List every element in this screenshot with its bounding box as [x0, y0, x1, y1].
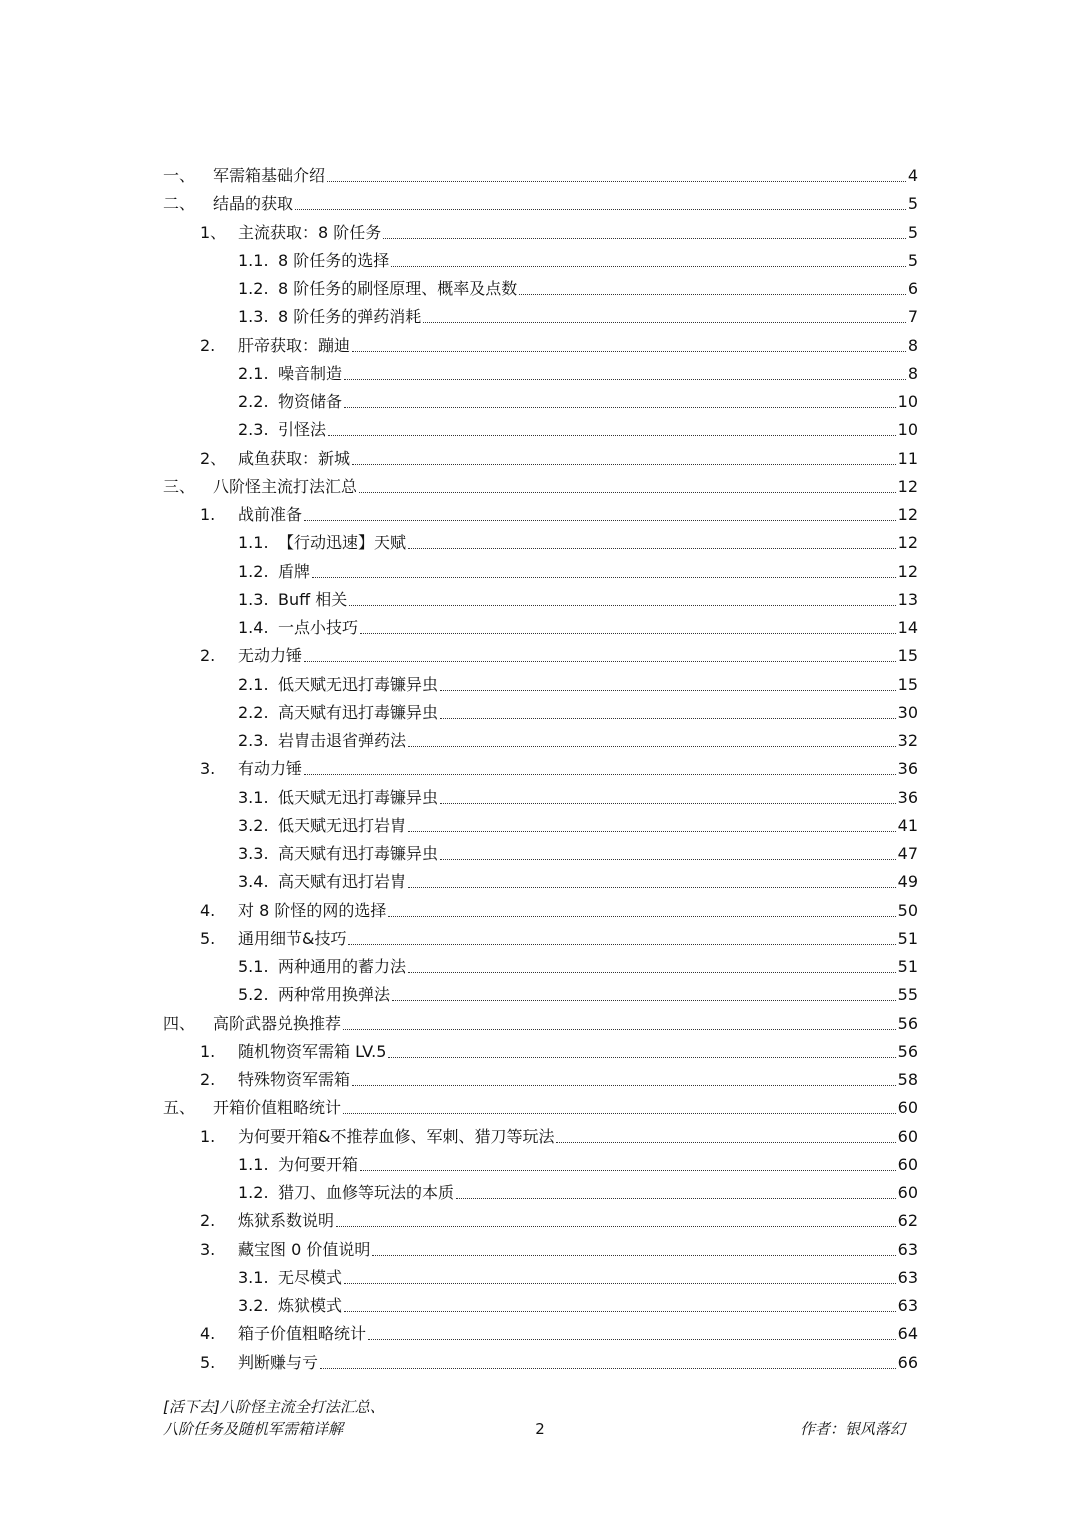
toc-entry-page: 60 [897, 1183, 918, 1202]
toc-entry-number: 1.3. [238, 307, 269, 326]
toc-entry-title: 引怪法 [278, 420, 327, 439]
toc-entry-page: 55 [897, 985, 918, 1004]
toc-entry-page: 36 [897, 788, 918, 807]
toc-entry-number: 3.3. [238, 844, 269, 863]
toc-dot-leader [392, 999, 896, 1001]
toc-entry-number: 5. [200, 1353, 216, 1372]
toc-entry-page: 5 [907, 194, 918, 213]
toc-entry-title: 为何要开箱 [278, 1155, 359, 1174]
toc-entry[interactable] [238, 299, 918, 327]
toc-entry[interactable] [238, 949, 918, 977]
toc-entry-page: 47 [897, 844, 918, 863]
toc-entry-page: 56 [897, 1042, 918, 1061]
toc-entry-page: 12 [897, 477, 918, 496]
toc-entry-title: 8 阶任务的选择 [278, 251, 390, 270]
toc-entry-title: 无尽模式 [278, 1268, 343, 1287]
toc-entry-page: 4 [907, 166, 918, 185]
toc-entry-page: 15 [897, 675, 918, 694]
toc-entry-number: 五、 [163, 1098, 196, 1117]
toc-entry-page: 50 [897, 901, 918, 920]
toc-entry[interactable] [238, 1288, 918, 1316]
toc-dot-leader [336, 1225, 896, 1227]
toc-entry[interactable] [238, 1147, 918, 1175]
toc-entry-page: 15 [897, 646, 918, 665]
toc-entry[interactable] [200, 921, 918, 949]
toc-entry-number: 一、 [163, 166, 196, 185]
toc-dot-leader [408, 886, 896, 888]
toc-entry-page: 41 [897, 816, 918, 835]
toc-entry-number: 3.4. [238, 872, 269, 891]
toc-entry-number: 4. [200, 901, 216, 920]
toc-entry-number: 1. [200, 1042, 216, 1061]
toc-entry[interactable] [200, 1203, 918, 1231]
toc-entry-number: 2.2. [238, 703, 269, 722]
toc-entry-title: 肝帝获取：蹦迪 [238, 336, 351, 355]
toc-entry[interactable] [163, 158, 918, 186]
toc-dot-leader [372, 1254, 895, 1256]
toc-entry-title: 两种通用的蓄力法 [278, 957, 407, 976]
toc-dot-leader [344, 1282, 896, 1284]
toc-entry-page: 5 [907, 223, 918, 242]
toc-entry[interactable] [238, 1260, 918, 1288]
toc-dot-leader [352, 1084, 896, 1086]
toc-entry-number: 3. [200, 759, 216, 778]
toc-entry-title: 高阶武器兑换推荐 [213, 1014, 342, 1033]
toc-entry-number: 5.2. [238, 985, 269, 1004]
toc-entry-title: 猎刀、血修等玩法的本质 [278, 1183, 455, 1202]
toc-entry-title: 对 8 阶怪的网的选择 [238, 901, 387, 920]
toc-entry-title: 岩胄击退省弹药法 [278, 731, 407, 750]
toc-dot-leader [295, 208, 906, 210]
toc-dot-leader [348, 943, 895, 945]
toc-entry-number: 二、 [163, 194, 196, 213]
toc-entry-page: 64 [897, 1324, 918, 1343]
toc-entry-title: 有动力锤 [238, 759, 303, 778]
toc-dot-leader [368, 1338, 896, 1340]
toc-entry[interactable] [200, 497, 918, 525]
toc-entry[interactable] [238, 695, 918, 723]
toc-dot-leader [312, 576, 896, 578]
toc-entry[interactable] [238, 412, 918, 440]
toc-dot-leader [391, 265, 906, 267]
toc-entry-title: 低天赋无迅打毒镰异虫 [278, 788, 439, 807]
footer-author: 作者：银风落幻 [800, 1420, 906, 1438]
toc-entry[interactable] [238, 554, 918, 582]
toc-entry-page: 14 [897, 618, 918, 637]
toc-entry-page: 60 [897, 1127, 918, 1146]
toc-dot-leader [304, 660, 896, 662]
toc-dot-leader [343, 1112, 896, 1114]
toc-entry[interactable] [238, 864, 918, 892]
toc-entry-number: 1.4. [238, 618, 269, 637]
toc-entry-number: 3.1. [238, 1268, 269, 1287]
toc-dot-leader [352, 463, 896, 465]
toc-entry[interactable] [238, 1175, 918, 1203]
toc-entry-title: 主流获取：8 阶任务 [238, 223, 382, 242]
toc-entry-page: 30 [897, 703, 918, 722]
toc-entry-number: 2.1. [238, 675, 269, 694]
toc-entry-title: 噪音制造 [278, 364, 343, 383]
toc-entry[interactable] [163, 1090, 918, 1118]
toc-entry[interactable] [238, 582, 918, 610]
toc-entry-title: 箱子价值粗略统计 [238, 1324, 367, 1343]
toc-entry-page: 32 [897, 731, 918, 750]
toc-entry[interactable] [200, 751, 918, 779]
toc-dot-leader [349, 604, 895, 606]
toc-entry-title: 八阶怪主流打法汇总 [213, 477, 358, 496]
toc-entry-page: 63 [897, 1268, 918, 1287]
toc-entry-page: 36 [897, 759, 918, 778]
toc-dot-leader [344, 1310, 896, 1312]
toc-dot-leader [304, 773, 896, 775]
toc-dot-leader [440, 717, 896, 719]
toc-entry-title: 军需箱基础介绍 [213, 166, 326, 185]
toc-dot-leader [440, 689, 896, 691]
toc-entry-title: 物资储备 [278, 392, 343, 411]
toc-entry-number: 1.1. [238, 251, 269, 270]
toc-entry-number: 3.2. [238, 1296, 269, 1315]
toc-entry[interactable] [200, 1316, 918, 1344]
toc-entry-number: 1.1. [238, 1155, 269, 1174]
toc-entry-title: 炼狱系数说明 [238, 1211, 335, 1230]
toc-dot-leader [423, 321, 906, 323]
toc-entry-number: 2.2. [238, 392, 269, 411]
toc-entry-page: 10 [897, 420, 918, 439]
toc-entry[interactable] [238, 356, 918, 384]
toc-entry-page: 60 [897, 1155, 918, 1174]
toc-entry-page: 66 [897, 1353, 918, 1372]
toc-dot-leader [388, 1056, 895, 1058]
toc-entry-page: 12 [897, 533, 918, 552]
toc-entry-number: 2. [200, 1070, 216, 1089]
toc-entry-page: 8 [907, 336, 918, 355]
footer-document-title [163, 1396, 385, 1440]
toc-dot-leader [327, 180, 906, 182]
toc-entry-page: 62 [897, 1211, 918, 1230]
toc-entry-title: 藏宝图 0 价值说明 [238, 1240, 371, 1259]
toc-entry-number: 1. [200, 505, 216, 524]
toc-dot-leader [344, 406, 896, 408]
toc-dot-leader [519, 293, 906, 295]
toc-dot-leader [383, 237, 906, 239]
toc-dot-leader [352, 350, 906, 352]
toc-entry[interactable] [200, 328, 918, 356]
toc-entry[interactable] [238, 610, 918, 638]
toc-entry-number: 5.1. [238, 957, 269, 976]
toc-dot-leader [359, 491, 896, 493]
toc-entry-number: 1. [200, 1127, 216, 1146]
toc-entry-title: 一点小技巧 [278, 618, 359, 637]
toc-entry-page: 8 [907, 364, 918, 383]
toc-entry-page: 7 [907, 307, 918, 326]
toc-entry-title: Buff 相关 [278, 590, 348, 609]
toc-dot-leader [440, 858, 896, 860]
toc-entry[interactable] [200, 638, 918, 666]
toc-entry[interactable] [238, 723, 918, 751]
toc-entry-page: 49 [897, 872, 918, 891]
toc-entry-page: 60 [897, 1098, 918, 1117]
toc-entry[interactable] [200, 1232, 918, 1260]
toc-entry[interactable] [200, 1034, 918, 1062]
toc-entry-number: 5. [200, 929, 216, 948]
toc-entry-number: 三、 [163, 477, 196, 496]
toc-dot-leader [408, 830, 896, 832]
footer-title-line-2: 八阶任务及随机军需箱详解 [163, 1420, 344, 1438]
toc-entry-page: 13 [897, 590, 918, 609]
toc-entry-number: 2.1. [238, 364, 269, 383]
toc-dot-leader [456, 1197, 896, 1199]
toc-entry-number: 2、 [200, 449, 227, 468]
toc-entry-title: 结晶的获取 [213, 194, 294, 213]
toc-entry-number: 1、 [200, 223, 227, 242]
toc-entry-title: 【行动迅速】天赋 [278, 533, 407, 552]
toc-entry-page: 56 [897, 1014, 918, 1033]
toc-entry-title: 高天赋有迅打岩胄 [278, 872, 407, 891]
toc-entry-page: 5 [907, 251, 918, 270]
toc-entry-title: 判断赚与亏 [238, 1353, 319, 1372]
toc-dot-leader [360, 632, 896, 634]
toc-entry-title: 咸鱼获取：新城 [238, 449, 351, 468]
toc-entry[interactable] [238, 667, 918, 695]
toc-entry-number: 4. [200, 1324, 216, 1343]
toc-dot-leader [408, 745, 896, 747]
toc-dot-leader [556, 1141, 895, 1143]
footer-title-line-1: [活下去]八阶怪主流全打法汇总、 [163, 1398, 385, 1416]
toc-entry[interactable] [238, 808, 918, 836]
toc-entry[interactable] [238, 525, 918, 553]
toc-entry-title: 两种常用换弹法 [278, 985, 391, 1004]
toc-entry[interactable] [238, 836, 918, 864]
toc-entry-title: 盾牌 [278, 562, 311, 581]
toc-entry[interactable] [163, 469, 918, 497]
toc-entry-page: 6 [907, 279, 918, 298]
toc-entry-title: 高天赋有迅打毒镰异虫 [278, 844, 439, 863]
toc-entry-title: 8 阶任务的弹药消耗 [278, 307, 422, 326]
toc-entry-page: 12 [897, 562, 918, 581]
toc-entry-title: 特殊物资军需箱 [238, 1070, 351, 1089]
toc-entry-page: 11 [897, 449, 918, 468]
toc-dot-leader [408, 547, 896, 549]
toc-dot-leader [320, 1367, 896, 1369]
toc-dot-leader [408, 971, 896, 973]
toc-entry-number: 3.2. [238, 816, 269, 835]
toc-dot-leader [343, 1028, 896, 1030]
toc-entry-number: 1.1. [238, 533, 269, 552]
toc-entry[interactable] [200, 215, 918, 243]
toc-entry-page: 10 [897, 392, 918, 411]
toc-entry-number: 1.2. [238, 1183, 269, 1202]
toc-entry[interactable] [238, 243, 918, 271]
toc-entry[interactable] [163, 186, 918, 214]
toc-entry-number: 2.3. [238, 731, 269, 750]
toc-entry-title: 战前准备 [238, 505, 303, 524]
toc-entry-title: 通用细节&技巧 [238, 929, 347, 948]
toc-entry-title: 高天赋有迅打毒镰异虫 [278, 703, 439, 722]
toc-entry[interactable] [238, 271, 918, 299]
toc-entry-title: 炼狱模式 [278, 1296, 343, 1315]
toc-entry-number: 2. [200, 646, 216, 665]
footer-page-number: 2 [535, 1420, 545, 1438]
toc-entry-title: 8 阶任务的刷怪原理、概率及点数 [278, 279, 518, 298]
toc-dot-leader [328, 434, 896, 436]
toc-entry[interactable] [200, 893, 918, 921]
toc-entry-number: 1.2. [238, 279, 269, 298]
toc-entry-number: 四、 [163, 1014, 196, 1033]
toc-entry-number: 3. [200, 1240, 216, 1259]
toc-dot-leader [440, 802, 896, 804]
toc-entry[interactable] [163, 1006, 918, 1034]
toc-entry-number: 2. [200, 336, 216, 355]
toc-entry-page: 51 [897, 957, 918, 976]
toc-entry[interactable] [238, 977, 918, 1005]
toc-dot-leader [388, 915, 895, 917]
toc-entry-title: 无动力锤 [238, 646, 303, 665]
toc-entry-title: 开箱价值粗略统计 [213, 1098, 342, 1117]
toc-entry-page: 58 [897, 1070, 918, 1089]
toc-entry-number: 2. [200, 1211, 216, 1230]
toc-dot-leader [360, 1169, 896, 1171]
toc-entry[interactable] [200, 1062, 918, 1090]
toc-entry-number: 3.1. [238, 788, 269, 807]
toc-entry[interactable] [200, 1119, 918, 1147]
toc-entry[interactable] [238, 384, 918, 412]
toc-entry-title: 为何要开箱&不推荐血修、军刺、猎刀等玩法 [238, 1127, 555, 1146]
toc-entry-number: 1.3. [238, 590, 269, 609]
toc-entry-page: 63 [897, 1240, 918, 1259]
toc-entry[interactable] [200, 441, 918, 469]
toc-entry-number: 2.3. [238, 420, 269, 439]
toc-entry-page: 63 [897, 1296, 918, 1315]
toc-entry-number: 1.2. [238, 562, 269, 581]
toc-dot-leader [344, 378, 906, 380]
toc-entry-title: 低天赋无迅打毒镰异虫 [278, 675, 439, 694]
toc-entry-title: 低天赋无迅打岩胄 [278, 816, 407, 835]
toc-dot-leader [304, 519, 896, 521]
toc-entry-page: 12 [897, 505, 918, 524]
toc-entry-title: 随机物资军需箱 LV.5 [238, 1042, 387, 1061]
toc-entry[interactable] [200, 1345, 918, 1373]
toc-entry-page: 51 [897, 929, 918, 948]
toc-entry[interactable] [238, 780, 918, 808]
